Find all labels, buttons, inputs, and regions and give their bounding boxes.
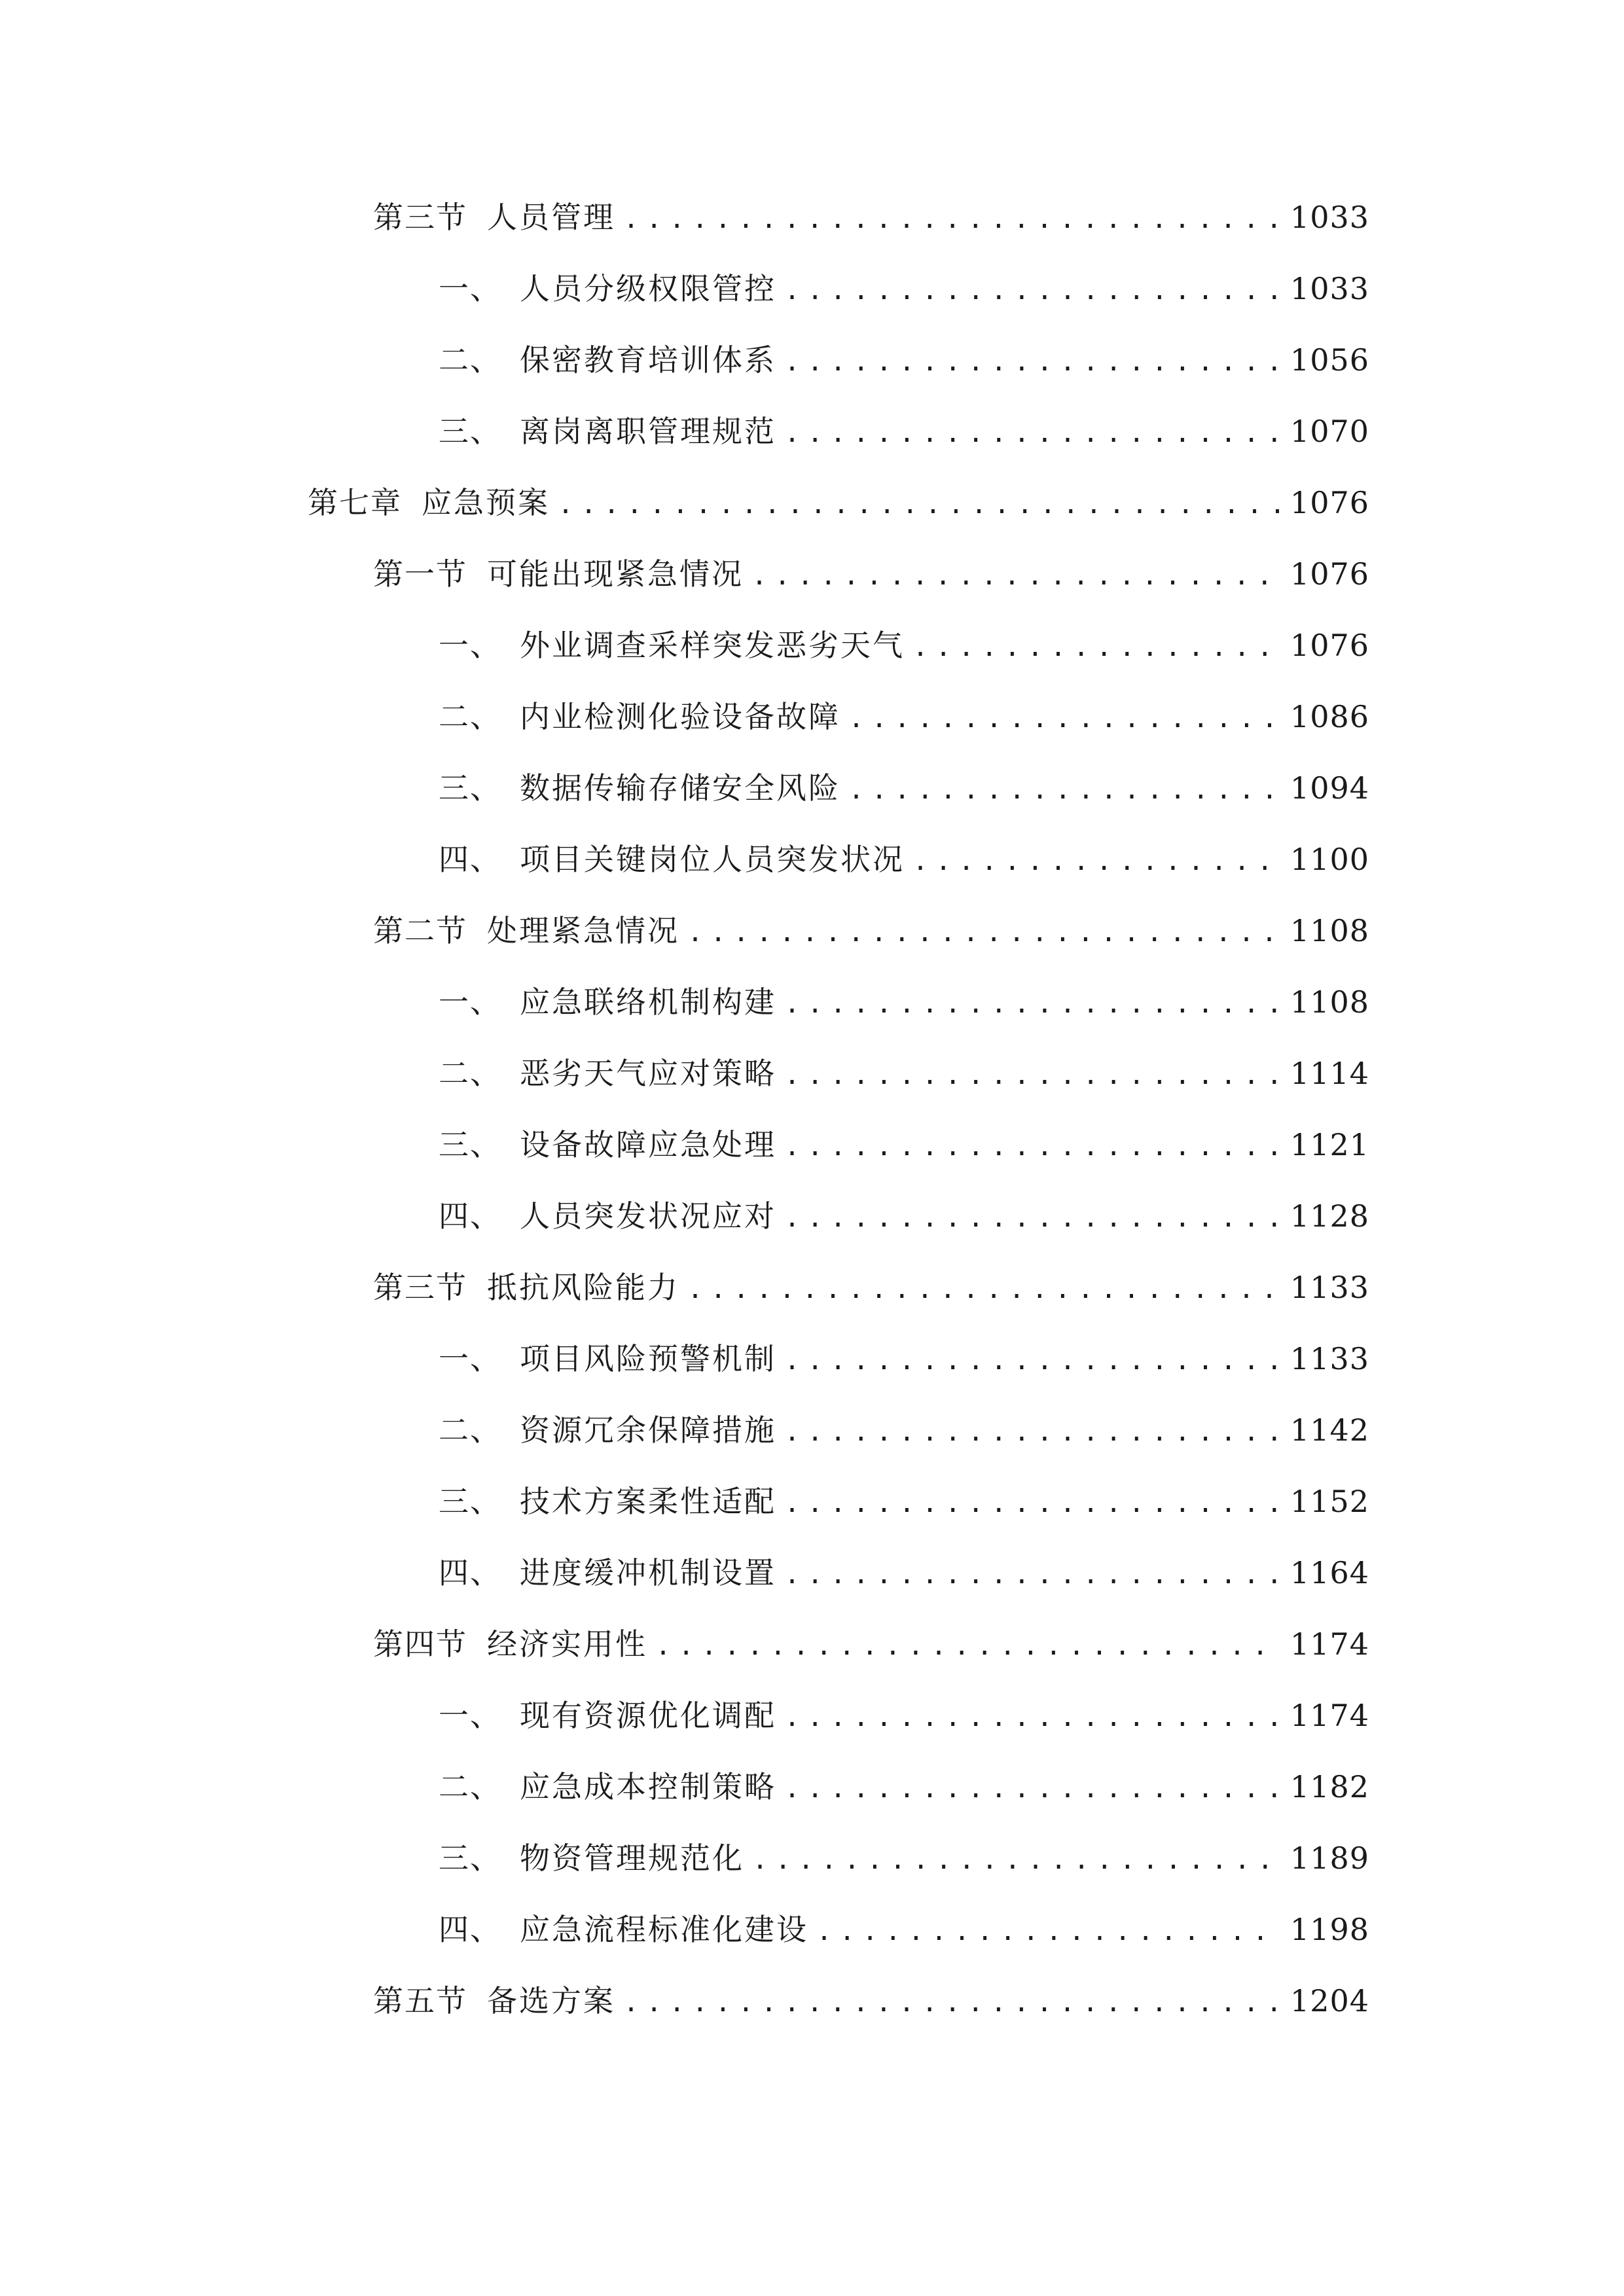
toc-entry-number: 第七章 [308, 485, 402, 520]
toc-entry-number: 一、 [439, 1341, 501, 1376]
toc-entry-title: 离岗离职管理规范 [520, 414, 776, 449]
toc-entry-page: 1033 [1290, 200, 1369, 235]
dot-leader [784, 264, 1281, 317]
toc-section-entry[interactable] [373, 191, 1369, 243]
toc-entry-number: 三、 [439, 1127, 501, 1162]
toc-entry-number: 第二节 [373, 913, 467, 948]
toc-entry-page: 1198 [1290, 1912, 1369, 1947]
toc-section-entry[interactable] [373, 1261, 1369, 1314]
toc-entry-title: 人员分级权限管控 [520, 271, 776, 306]
dot-leader [687, 1263, 1281, 1316]
toc-item-entry[interactable] [439, 1903, 1369, 1956]
toc-item-entry[interactable] [439, 762, 1369, 814]
dot-leader [687, 906, 1281, 959]
toc-entry-number: 二、 [439, 1412, 501, 1448]
toc-entry-page: 1133 [1290, 1341, 1369, 1376]
dot-leader [784, 978, 1281, 1030]
toc-item-entry[interactable] [439, 619, 1369, 672]
toc-entry-title: 外业调查采样突发恶劣天气 [520, 628, 905, 663]
toc-entry-page: 1121 [1290, 1127, 1369, 1162]
toc-entry-title: 人员管理 [487, 200, 615, 235]
toc-item-entry[interactable] [439, 976, 1369, 1028]
dot-leader [623, 1977, 1281, 2029]
toc-entry-page: 1100 [1290, 842, 1369, 877]
toc-entry-number: 四、 [439, 1555, 501, 1590]
toc-entry-number: 第五节 [373, 1983, 467, 2018]
dot-leader [784, 1335, 1281, 1387]
toc-entry-page: 1108 [1290, 913, 1369, 948]
toc-entry-number: 四、 [439, 1198, 501, 1234]
toc-entry-title: 应急成本控制策略 [520, 1769, 776, 1804]
dot-leader [784, 1192, 1281, 1244]
dot-leader [784, 1121, 1281, 1173]
toc-entry-title: 物资管理规范化 [520, 1840, 744, 1876]
toc-entry-number: 第三节 [373, 200, 467, 235]
toc-item-entry[interactable] [439, 1832, 1369, 1884]
toc-item-entry[interactable] [439, 691, 1369, 743]
toc-entry-page: 1033 [1290, 271, 1369, 306]
toc-entry-number: 一、 [439, 628, 501, 663]
toc-entry-number: 一、 [439, 1698, 501, 1733]
toc-entry-title: 恶劣天气应对策略 [520, 1056, 776, 1091]
toc-entry-title: 进度缓冲机制设置 [520, 1555, 776, 1590]
toc-entry-title: 备选方案 [487, 1983, 615, 2018]
toc-item-entry[interactable] [439, 1333, 1369, 1385]
dot-leader [784, 1477, 1281, 1530]
toc-entry-number: 第三节 [373, 1270, 467, 1305]
dot-leader [784, 1549, 1281, 1601]
toc-entry-page: 1086 [1290, 699, 1369, 734]
dot-leader [752, 1834, 1281, 1886]
toc-entry-number: 二、 [439, 699, 501, 734]
toc-entry-title: 资源冗余保障措施 [520, 1412, 776, 1448]
dot-leader [655, 1620, 1281, 1672]
toc-entry-page: 1164 [1290, 1555, 1369, 1590]
toc-entry-title: 人员突发状况应对 [520, 1198, 776, 1234]
toc-item-entry[interactable] [439, 262, 1369, 315]
dot-leader [784, 1763, 1281, 1815]
toc-entry-page: 1070 [1290, 414, 1369, 449]
dot-leader [816, 1905, 1281, 1958]
toc-entry-page: 1182 [1290, 1769, 1369, 1804]
toc-entry-number: 三、 [439, 770, 501, 806]
toc-entry-title: 保密教育培训体系 [520, 342, 776, 378]
dot-leader [784, 1049, 1281, 1102]
toc-item-entry[interactable] [439, 833, 1369, 886]
toc-entry-number: 第一节 [373, 556, 467, 592]
toc-chapter-entry[interactable] [308, 476, 1369, 529]
toc-entry-page: 1076 [1290, 556, 1369, 592]
toc-item-entry[interactable] [439, 1761, 1369, 1813]
toc-entry-page: 1174 [1290, 1626, 1369, 1662]
toc-entry-title: 现有资源优化调配 [520, 1698, 776, 1733]
toc-entry-page: 1114 [1290, 1056, 1369, 1091]
toc-entry-title: 抵抗风险能力 [487, 1270, 679, 1305]
dot-leader [784, 336, 1281, 388]
toc-item-entry[interactable] [439, 1190, 1369, 1242]
toc-entry-number: 三、 [439, 414, 501, 449]
toc-section-entry[interactable] [373, 1618, 1369, 1670]
toc-entry-number: 三、 [439, 1484, 501, 1519]
toc-entry-number: 一、 [439, 984, 501, 1020]
toc-entry-page: 1204 [1290, 1983, 1369, 2018]
toc-entry-number: 一、 [439, 271, 501, 306]
toc-entry-title: 项目关键岗位人员突发状况 [520, 842, 905, 877]
toc-entry-page: 1142 [1290, 1412, 1369, 1448]
toc-entry-number: 二、 [439, 1056, 501, 1091]
toc-entry-page: 1152 [1290, 1484, 1369, 1519]
dot-leader [558, 478, 1281, 531]
dot-leader [912, 835, 1281, 888]
toc-item-entry[interactable] [439, 1404, 1369, 1456]
toc-entry-title: 数据传输存储安全风险 [520, 770, 840, 806]
toc-item-entry[interactable] [439, 1047, 1369, 1100]
toc-entry-number: 二、 [439, 342, 501, 378]
toc-item-entry[interactable] [439, 1689, 1369, 1742]
toc-entry-page: 1133 [1290, 1270, 1369, 1305]
toc-section-entry[interactable] [373, 1975, 1369, 2027]
dot-leader [751, 550, 1281, 602]
toc-entry-number: 第四节 [373, 1626, 467, 1662]
toc-item-entry[interactable] [439, 1119, 1369, 1171]
toc-entry-title: 设备故障应急处理 [520, 1127, 776, 1162]
toc-entry-page: 1076 [1290, 628, 1369, 663]
toc-entry-title: 应急联络机制构建 [520, 984, 776, 1020]
toc-entry-number: 三、 [439, 1840, 501, 1876]
toc-section-entry[interactable] [373, 548, 1369, 600]
dot-leader [912, 621, 1281, 673]
toc-section-entry[interactable] [373, 905, 1369, 957]
toc-entry-title: 项目风险预警机制 [520, 1341, 776, 1376]
toc-entry-title: 应急预案 [422, 485, 550, 520]
toc-entry-page: 1128 [1290, 1198, 1369, 1234]
toc-entry-title: 处理紧急情况 [487, 913, 679, 948]
toc-item-entry[interactable] [439, 1547, 1369, 1599]
toc-entry-page: 1076 [1290, 485, 1369, 520]
dot-leader [784, 1406, 1281, 1458]
toc-entry-title: 可能出现紧急情况 [487, 556, 744, 592]
dot-leader [623, 193, 1281, 245]
toc-entry-number: 四、 [439, 842, 501, 877]
toc-entry-page: 1056 [1290, 342, 1369, 378]
dot-leader [848, 764, 1281, 816]
dot-leader [784, 1691, 1281, 1744]
toc-entry-number: 二、 [439, 1769, 501, 1804]
toc-entry-title: 技术方案柔性适配 [520, 1484, 776, 1519]
toc-item-entry[interactable] [439, 334, 1369, 386]
toc-entry-title: 应急流程标准化建设 [520, 1912, 808, 1947]
toc-entry-title: 经济实用性 [487, 1626, 647, 1662]
toc-entry-page: 1189 [1290, 1840, 1369, 1876]
toc-entry-page: 1094 [1290, 770, 1369, 806]
dot-leader [784, 407, 1281, 459]
toc-entry-number: 四、 [439, 1912, 501, 1947]
dot-leader [848, 692, 1281, 745]
toc-entry-page: 1174 [1290, 1698, 1369, 1733]
toc-entry-title: 内业检测化验设备故障 [520, 699, 840, 734]
toc-item-entry[interactable] [439, 405, 1369, 457]
toc-item-entry[interactable] [439, 1475, 1369, 1528]
toc-entry-page: 1108 [1290, 984, 1369, 1020]
